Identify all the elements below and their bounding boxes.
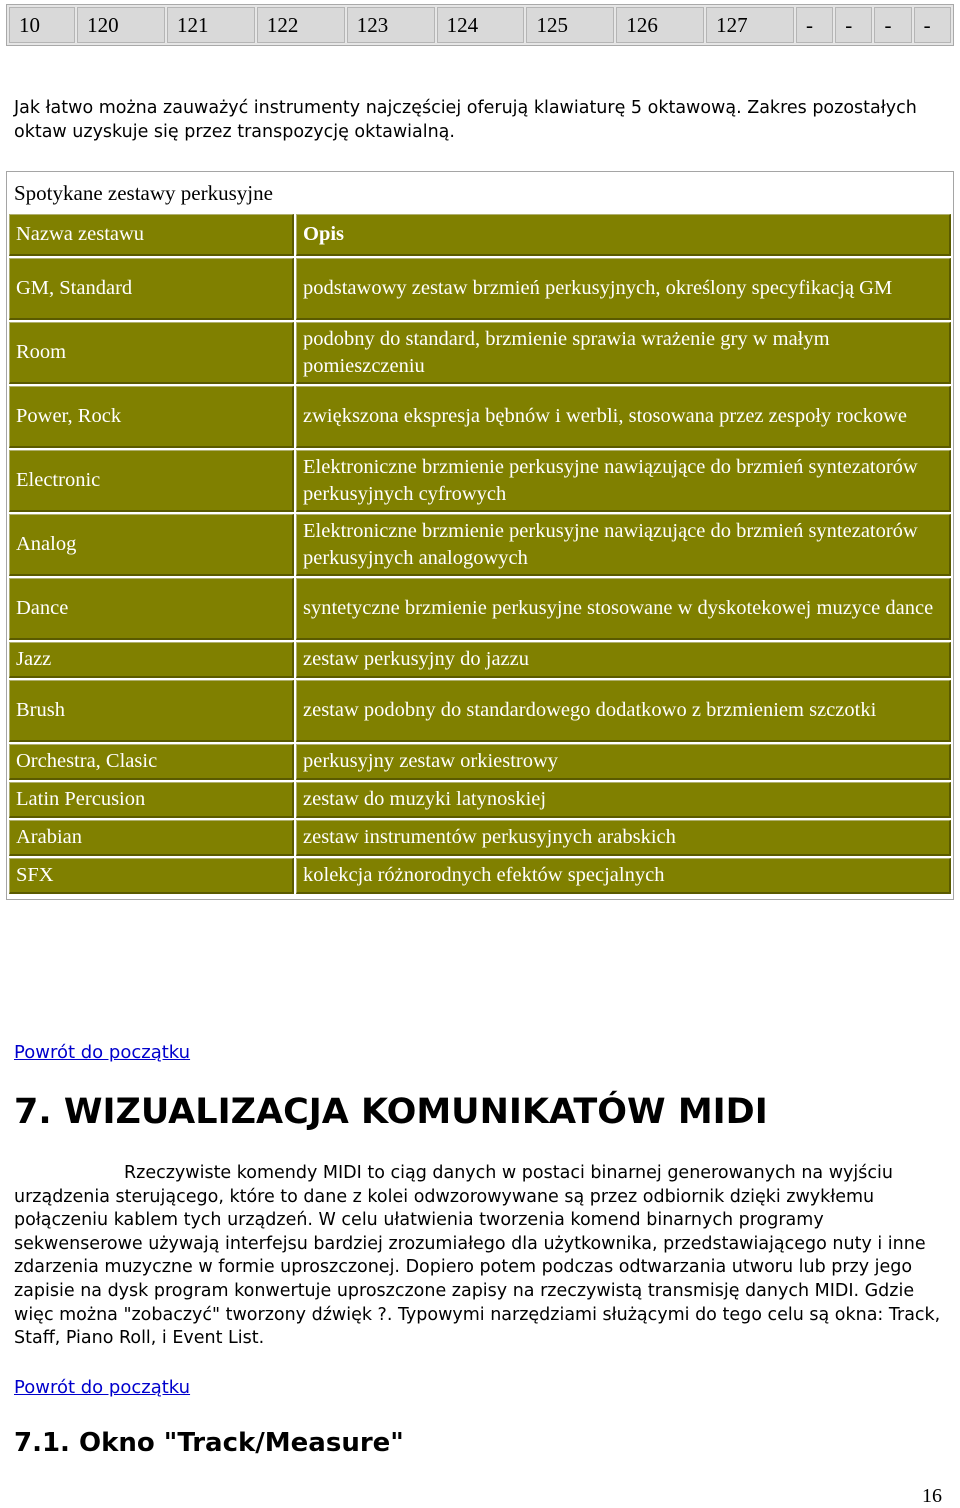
table-caption: Spotykane zestawy perkusyjne [14,181,273,205]
kit-name-cell: Jazz [9,642,294,678]
kit-name-cell: Brush [9,680,294,742]
percussion-table [6,171,954,900]
table-row [9,258,951,320]
table-row [9,820,951,856]
octave-cell: 126 [616,7,704,43]
octave-cell: 10 [9,7,75,43]
table-row [9,680,951,742]
octave-cell: - [914,7,951,43]
kit-name-cell: SFX [9,858,294,894]
kit-name-cell: GM, Standard [9,258,294,320]
kit-name-cell: Orchestra, Clasic [9,744,294,780]
kit-name-cell: Power, Rock [9,386,294,448]
kit-name-cell: Analog [9,514,294,576]
table-header-row [9,214,951,256]
section-paragraph: Rzeczywiste komendy MIDI to ciąg danych w postaci binarnej generowanych na wyjściu urządzenia sterującego, które to dane z kolei odwzorowywane są przez odbiornik dzięki zwykłemu połączeniu kablem tych urządzeń. W celu ułatwienia tworzenia komend binarnych programy sekwenserowe używają interfejsu bardziej zrozumiałego dla użytkownika, przedstawiającego nuty i inne zdarzenia muzyczne w formie uproszczonej. Dopiero potem podczas odtwarzania utworu lub przy jego zapisie na dysk program konwertuje uproszczone zapisy na rzeczywistą transmisję danych MIDI. Gdzie więc można "zobaczyć" tworzony dźwięk ?. Typowymi narzędziami służącymi do tego celu są okna: Track, Staff, Piano Roll, i Event List. [14,1163,941,1349]
back-to-top-link[interactable]: Powrót do początku [14,1377,191,1398]
table-row [9,782,951,818]
kit-description-cell: zestaw perkusyjny do jazzu [296,642,951,678]
subsection-title: 7.1. Okno "Track/Measure" [14,1428,404,1458]
percussion-grid [7,212,953,896]
section-title: 7. WIZUALIZACJA KOMUNIKATÓW MIDI [14,1092,768,1132]
table-row [9,642,951,678]
octave-cell: 125 [526,7,614,43]
octave-cell: 123 [347,7,435,43]
octave-cell: - [796,7,833,43]
kit-description-cell: zestaw do muzyki latynoskiej [296,782,951,818]
kit-name-cell: Room [9,322,294,384]
kit-description-cell: perkusyjny zestaw orkiestrowy [296,744,951,780]
kit-description-cell: zwiększona ekspresja bębnów i werbli, stosowana przez zespoły rockowe [296,386,951,448]
table-row [9,858,951,894]
kit-description-cell: syntetyczne brzmienie perkusyjne stosowane w dyskotekowej muzyce dance [296,578,951,640]
kit-description-cell: zestaw instrumentów perkusyjnych arabskich [296,820,951,856]
kit-name-cell: Arabian [9,820,294,856]
kit-name-cell: Latin Percusion [9,782,294,818]
table-row [9,514,951,576]
kit-description-cell: zestaw podobny do standardowego dodatkowo z brzmieniem szczotki [296,680,951,742]
column-header-description: Opis [296,214,951,256]
table-row [9,450,951,512]
page-number: 16 [922,1485,942,1507]
kit-description-cell: kolekcja różnorodnych efektów specjalnych [296,858,951,894]
table-row [9,322,951,384]
kit-description-cell: podstawowy zestaw brzmień perkusyjnych, określony specyfikacją GM [296,258,951,320]
table-row [9,744,951,780]
octave-cell: 120 [77,7,165,43]
octave-cell: - [874,7,911,43]
kit-description-cell: Elektroniczne brzmienie perkusyjne nawiązujące do brzmień syntezatorów perkusyjnych analogowych [296,514,951,576]
table-row [9,578,951,640]
intro-paragraph: Jak łatwo można zauważyć instrumenty najczęściej oferują klawiaturę 5 oktawową. Zakres pozostałych oktaw uzyskuje się przez transpozycję oktawialną. [14,98,917,142]
table-row [9,386,951,448]
column-header-name: Nazwa zestawu [9,214,294,256]
octave-cell: 127 [706,7,794,43]
octave-cell: 121 [167,7,255,43]
back-to-top-link[interactable]: Powrót do początku [14,1042,191,1063]
kit-description-cell: Elektroniczne brzmienie perkusyjne nawiązujące do brzmień syntezatorów perkusyjnych cyfrowych [296,450,951,512]
octave-cell: - [835,7,872,43]
octave-table [6,4,954,46]
kit-name-cell: Dance [9,578,294,640]
octave-cell: 122 [257,7,345,43]
octave-row [9,7,951,43]
octave-cell: 124 [437,7,525,43]
kit-description-cell: podobny do standard, brzmienie sprawia wrażenie gry w małym pomieszczeniu [296,322,951,384]
kit-name-cell: Electronic [9,450,294,512]
